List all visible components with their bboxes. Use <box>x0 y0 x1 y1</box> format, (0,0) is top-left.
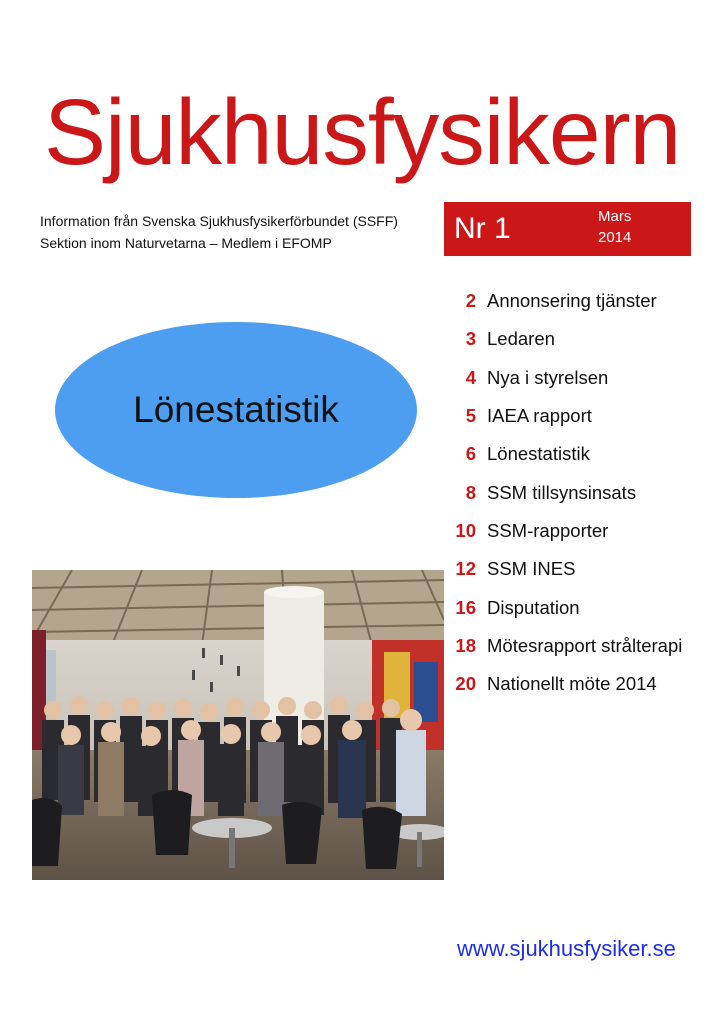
toc-page-number: 4 <box>465 366 476 388</box>
publisher-info <box>40 210 398 254</box>
masthead-title: Sjukhusfysikern <box>44 80 681 184</box>
toc-title: Disputation <box>487 596 580 618</box>
toc-page-number: 16 <box>455 596 476 618</box>
toc-item[interactable] <box>448 435 718 473</box>
toc-title: SSM tillsynsinsats <box>487 481 637 503</box>
toc-item[interactable] <box>448 359 718 397</box>
publisher-line-1: Information från Svenska Sjukhusfysikerförbundet (SSFF) <box>40 213 398 229</box>
issue-month: Mars <box>598 208 632 225</box>
website-url[interactable]: www.sjukhusfysiker.se <box>457 936 676 961</box>
toc-item[interactable] <box>448 282 718 320</box>
toc-page-number: 10 <box>455 519 476 541</box>
table-of-contents <box>448 282 718 703</box>
toc-title: Annonsering tjänster <box>487 290 657 312</box>
toc-item[interactable] <box>448 397 718 435</box>
toc-page-number: 18 <box>455 634 476 656</box>
toc-page-number: 2 <box>465 290 476 312</box>
feature-label: Lönestatistik <box>133 389 339 430</box>
toc-title: Nya i styrelsen <box>487 366 609 388</box>
toc-item[interactable] <box>448 665 718 703</box>
toc-title: SSM-rapporter <box>487 519 609 541</box>
toc-title: Nationellt möte 2014 <box>487 673 657 695</box>
toc-page-number: 8 <box>465 481 476 503</box>
toc-item[interactable] <box>448 473 718 511</box>
toc-title: Lönestatistik <box>487 443 590 465</box>
toc-page-number: 12 <box>455 558 476 580</box>
toc-item[interactable] <box>448 588 718 626</box>
toc-page-number: 6 <box>465 443 476 465</box>
publisher-line-2: Sektion inom Naturvetarna – Medlem i EFOMP <box>40 235 332 251</box>
toc-page-number: 5 <box>465 405 476 427</box>
issue-number: Nr 1 <box>454 212 511 245</box>
toc-page-number: 3 <box>465 328 476 350</box>
issue-year: 2014 <box>598 229 632 246</box>
group-photo <box>32 570 444 880</box>
toc-page-number: 20 <box>455 673 476 695</box>
toc-item[interactable] <box>448 550 718 588</box>
toc-item[interactable] <box>448 627 718 665</box>
toc-item[interactable] <box>448 512 718 550</box>
toc-title: IAEA rapport <box>487 405 592 427</box>
toc-item[interactable] <box>448 320 718 358</box>
toc-title: Mötesrapport strålterapi <box>487 634 683 656</box>
toc-title: SSM INES <box>487 558 576 580</box>
feature-bubble <box>55 322 417 498</box>
toc-title: Ledaren <box>487 328 555 350</box>
issue-banner <box>444 202 691 256</box>
